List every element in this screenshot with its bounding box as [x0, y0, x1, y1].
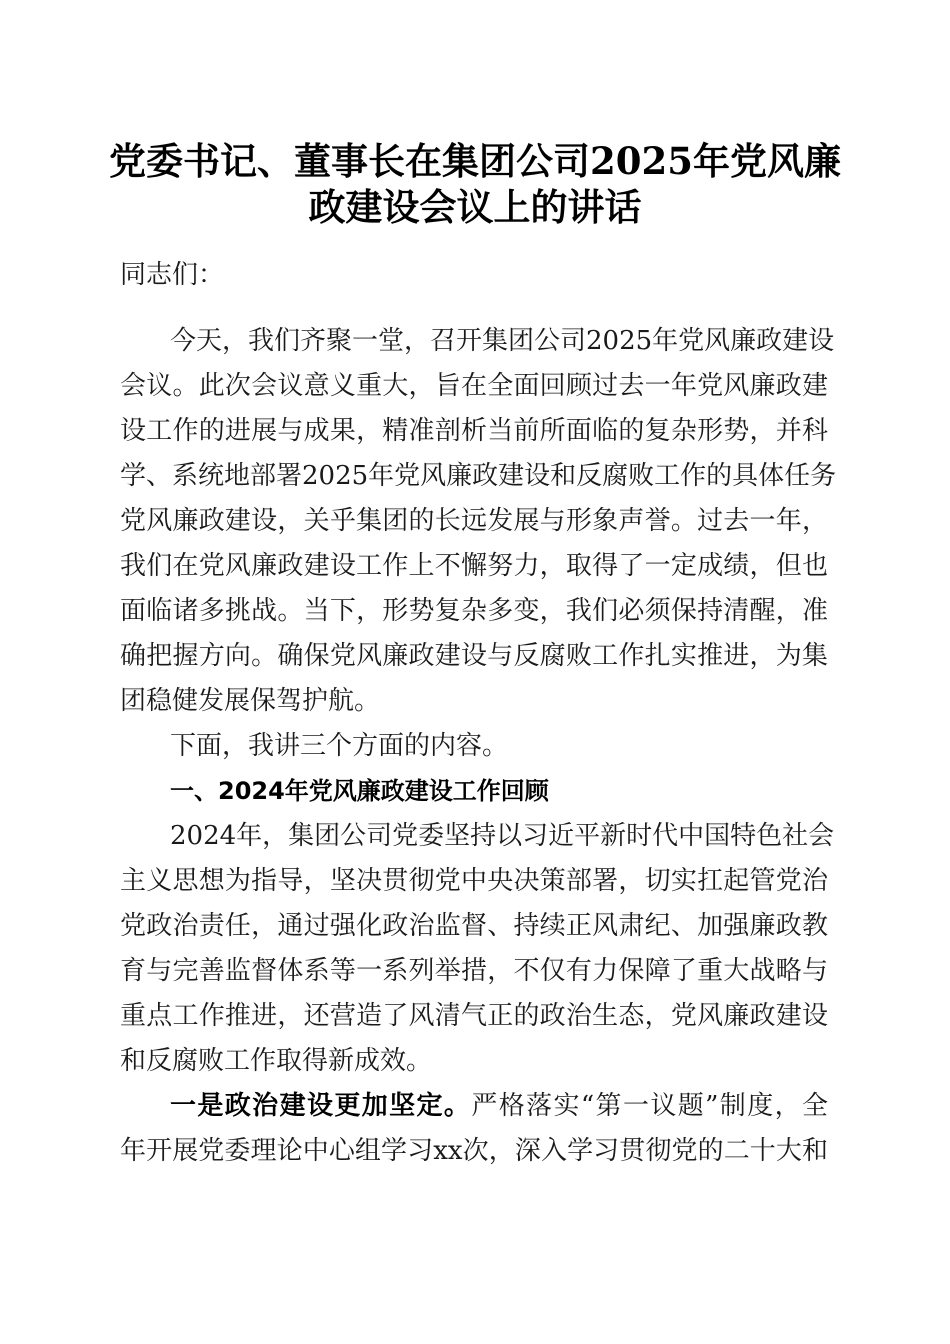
salutation: 同志们：: [120, 260, 225, 290]
paragraph-line: 主义思想为指导，坚决贯彻党中央决策部署，切实扛起管党治: [120, 866, 828, 896]
document-title-line-2: 政建设会议上的讲话: [308, 185, 642, 229]
point-line: [170, 1086, 828, 1126]
paragraph-line: 我们在党风廉政建设工作上不懈努力，取得了一定成绩，但也: [120, 551, 828, 581]
paragraph-line: 育与完善监督体系等一系列举措，不仅有力保障了重大战略与: [120, 956, 828, 986]
transition-text: 下面，我讲三个方面的内容。: [170, 731, 509, 761]
point-text: 严格落实“第一议题”制度，全: [471, 1091, 828, 1121]
document-title-line-1: 党委书记、董事长在集团公司2025年党风廉: [109, 139, 841, 183]
paragraph-line: 面临诸多挑战。当下，形势复杂多变，我们必须保持清醒，准: [120, 596, 828, 626]
paragraph-line: 今天，我们齐聚一堂，召开集团公司2025年党风廉政建设: [170, 326, 835, 356]
paragraph-line: 党风廉政建设，关乎集团的长远发展与形象声誉。过去一年，: [120, 506, 828, 536]
paragraph-line: 党政治责任，通过强化政治监督、持续正风肃纪、加强廉政教: [120, 911, 828, 941]
section-heading: 一、2024年党风廉政建设工作回顾: [170, 777, 549, 805]
paragraph-line: 学、系统地部署2025年党风廉政建设和反腐败工作的具体任务: [120, 461, 837, 491]
paragraph-line: 2024年，集团公司党委坚持以习近平新时代中国特色社会: [170, 821, 835, 851]
paragraph-line: 重点工作推进，还营造了风清气正的政治生态，党风廉政建设: [120, 1001, 828, 1031]
paragraph-line: 设工作的进展与成果，精准剖析当前所面临的复杂形势，并科: [120, 416, 828, 446]
paragraph-line: 和反腐败工作取得新成效。: [120, 1046, 433, 1076]
paragraph-line: 会议。此次会议意义重大，旨在全面回顾过去一年党风廉政建: [120, 371, 828, 401]
paragraph-line: 团稳健发展保驾护航。: [120, 686, 381, 716]
point-lead: 一是政治建设更加坚定。: [170, 1091, 472, 1121]
paragraph-line: 确把握方向。确保党风廉政建设与反腐败工作扎实推进，为集: [120, 641, 828, 671]
paragraph-line: 年开展党委理论中心组学习xx次，深入学习贯彻党的二十大和: [120, 1136, 828, 1166]
